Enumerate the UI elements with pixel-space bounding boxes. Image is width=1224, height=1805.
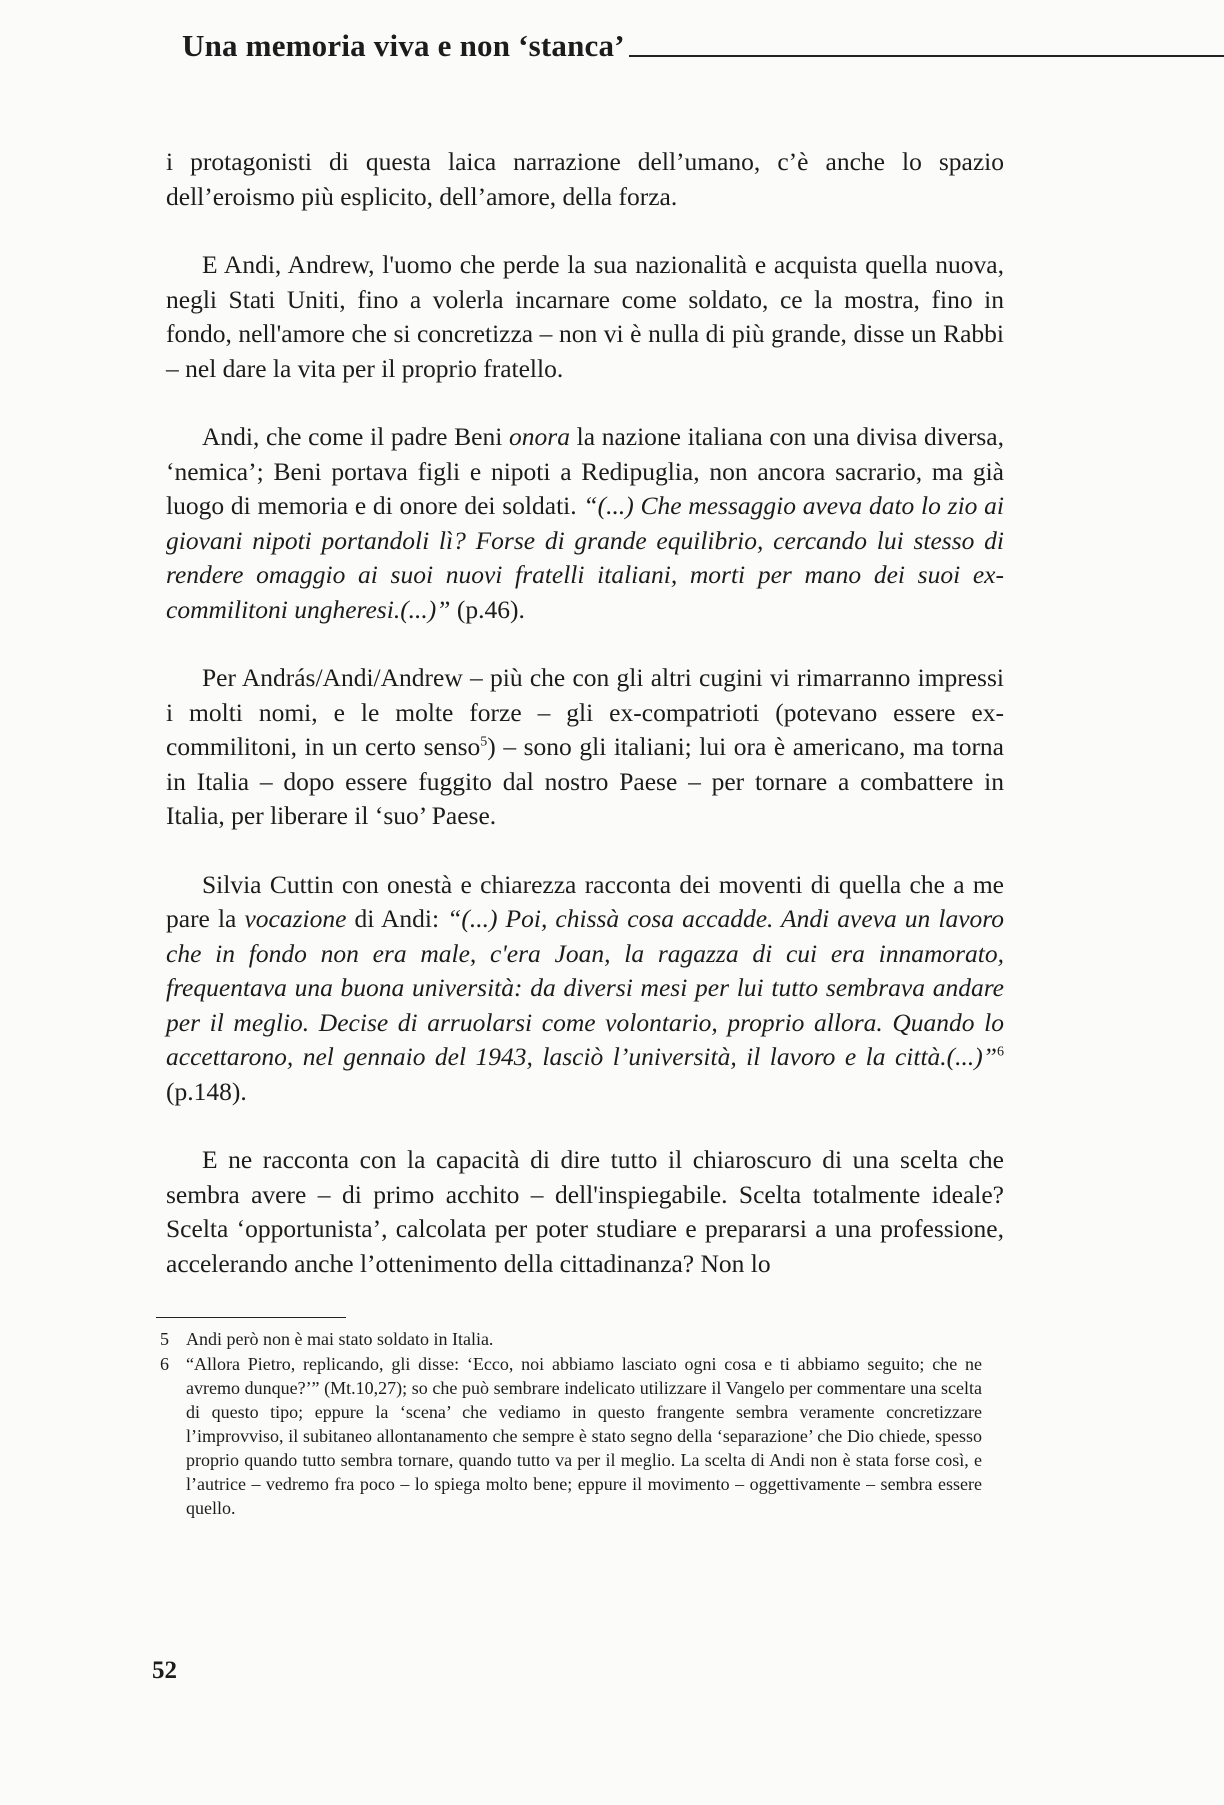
paragraph	[166, 868, 1004, 1110]
running-header	[182, 28, 1224, 64]
text-segment: E ne racconta con la capacità di dire tutto il chiaroscuro di una scelta che sembra avere – di primo acchito – dell'inspiegabile. Scelta totalmente ideale? Scelta ‘opportunista’, calcolata per poter studiare e prepararsi a una professione, accelerando anche l’ottenimento della cittadinanza? Non lo	[166, 1145, 1004, 1278]
footnote-number: 6	[160, 1354, 169, 1374]
body-text	[166, 145, 1004, 1281]
text-segment: Silvia Cuttin con onestà e chiarezza racconta dei moventi di quella che a me pare la	[166, 869, 1004, 933]
footnote	[160, 1327, 982, 1351]
text-segment: “(...) Che messaggio aveva dato lo zio ai giovani nipoti portandoli lì? Forse di grande equilibrio, cercando lui stesso di rendere omaggio ai suoi nuovi fratelli italiani, morti per mano dei suoi ex-commilitoni ungheresi.(...)”	[166, 491, 1004, 624]
text-segment: i protagonisti di questa laica narrazione dell’umano, c’è anche lo spazio dell’eroismo più esplicito, dell’amore, della forza.	[166, 147, 1004, 211]
footnote-separator	[156, 1317, 346, 1318]
text-segment: Andi, che come il padre Beni	[202, 422, 510, 451]
text-segment: la nazione italiana con una divisa diversa, ‘nemica’; Beni portava figli e nipoti a Redipuglia, non ancora sacrario, ma già luogo di memoria e di onore dei soldati.	[166, 422, 1004, 520]
text-segment: (p.148).	[166, 1076, 247, 1106]
text-segment: ) – sono gli italiani; lui ora è americano, ma torna in Italia – dopo essere fuggito dal nostro Paese – per tornare a combattere in Italia, per liberare il ‘suo’ Paese.	[166, 732, 1005, 830]
footnote-number: 5	[160, 1329, 169, 1349]
page-number: 52	[152, 1657, 177, 1684]
header-rule	[629, 55, 1224, 57]
running-header-title: Una memoria viva e non ‘stanca’	[182, 28, 625, 63]
paragraph	[166, 1143, 1004, 1281]
text-segment: Per András/Andi/Andrew – più che con gli altri cugini vi rimarranno impressi i molti nomi, e le molte forze – gli ex-compatrioti (potevano essere ex-commilitoni, in un certo senso	[166, 663, 1004, 761]
text-segment: E Andi, Andrew, l'uomo che perde la sua nazionalità e acquista quella nuova, negli Stati Uniti, fino a volerla incarnare come soldato, ce la mostra, fino in fondo, nell'amore che si concretizza – non vi è nulla di più grande, disse un Rabbi – nel dare la vita per il proprio fratello.	[166, 250, 1004, 383]
footnote-text: “Allora Pietro, replicando, gli disse: ‘Ecco, noi abbiamo lasciato ogni cosa e ti abbiamo seguito; che ne avremo dunque?’” (Mt.10,27); so che può sembrare indelicato utilizzare il Vangelo per commentare una scelta di questo tipo; eppure la ‘scena’ che vediamo in questo frangente sembra veramente concretizzare l’improvviso, il subitaneo allontanamento che sempre è stato segno della ‘separazione’ che Dio chiede, spesso proprio quando tutto sembra tornare, quando tutto va per il meglio. La scelta di Andi non è stata forse così, e l’autrice – vedremo fra poco – lo spiega molto bene; eppure il movimento – oggettivamente – sembra essere quello.	[186, 1354, 982, 1518]
paragraph	[166, 661, 1004, 834]
text-segment: (p.46).	[450, 594, 525, 624]
paragraph	[166, 248, 1004, 386]
footnote-text: Andi però non è mai stato soldato in Italia.	[186, 1329, 494, 1349]
text-segment: vocazione	[244, 904, 347, 933]
footnotes	[160, 1327, 982, 1521]
text-segment: “(...) Poi, chissà cosa accadde. Andi aveva un lavoro che in fondo non era male, c'era Joan, la ragazza di cui era innamorato, frequentava una buona università: da diversi mesi per lui tutto sembrava andare per il meglio. Decise di arruolarsi come volontario, proprio allora. Quando lo accettarono, nel gennaio del 1943, lasciò l’università, il lavoro e la città.(...)”	[166, 904, 1005, 1071]
text-segment: di Andi:	[346, 904, 448, 933]
footnote-ref: 5	[480, 734, 488, 750]
footnote-ref: 6	[996, 1044, 1004, 1060]
paragraph	[166, 145, 1004, 214]
text-segment: onora	[509, 422, 570, 451]
footnote	[160, 1352, 982, 1520]
paragraph	[166, 420, 1004, 627]
